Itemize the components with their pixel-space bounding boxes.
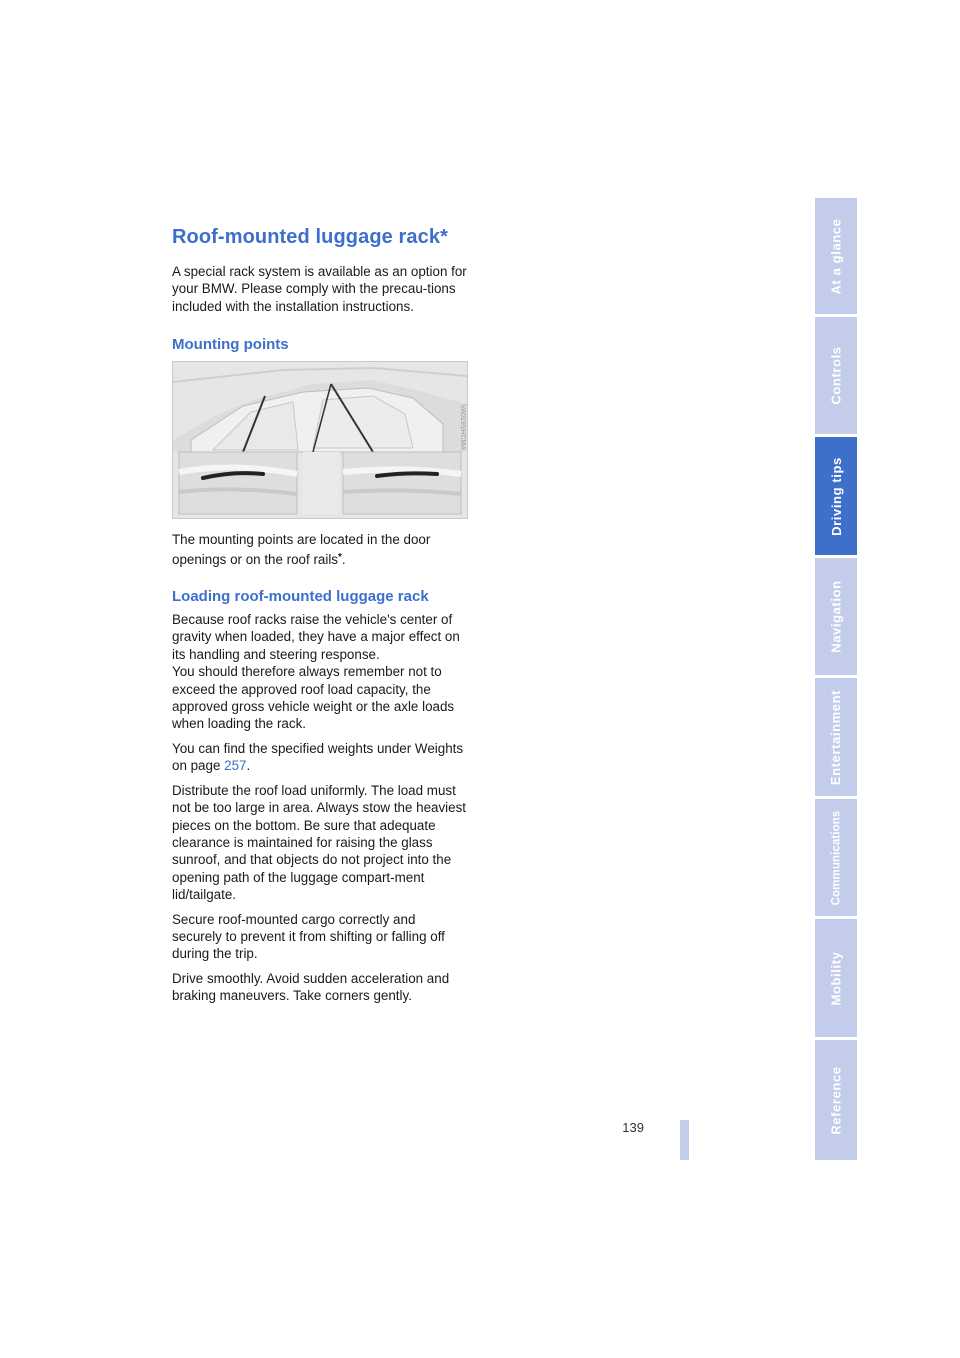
page-content [172,226,468,1005]
optional-equipment-star: * [440,226,448,248]
tab-communications[interactable]: Communications [815,799,857,916]
tab-at-a-glance[interactable]: At a glance [815,198,857,314]
roof-mounting-points-drawing [173,362,467,518]
tab-navigation[interactable]: Navigation [815,558,857,675]
figure-code: VA019SHCMA [459,404,466,451]
loading-instructions [172,611,468,1005]
page-link-257[interactable]: 257 [224,758,247,774]
mounting-points-illustration [172,361,468,519]
tab-reference[interactable]: Reference [815,1040,857,1160]
page-number-bar [680,1120,689,1160]
tab-mobility[interactable]: Mobility [815,919,857,1037]
paragraph: You should therefore always remember not to exceed the approved roof load capacity, the approved gross vehicle weight or the axle loads when loading the rack. [172,664,455,732]
chapter-tabs [815,198,857,1160]
intro-paragraph: A special rack system is available as an option for your BMW. Please comply with the precau-tions included with the installation instructions. [172,264,467,314]
heading-loading-rack: Loading roof-mounted luggage rack [172,588,429,606]
heading-mounting-points: Mounting points [172,336,289,354]
paragraph: Drive smoothly. Avoid sudden acceleration and braking maneuvers. Take corners gently. [172,970,450,1004]
mounting-points-text: The mounting points are located in the door openings or on the roof rails*. [172,532,431,567]
paragraph: Secure roof-mounted cargo correctly and securely to prevent it from shifting or falling off during the trip. [172,911,445,962]
optional-equipment-star: * [338,551,342,563]
tab-controls[interactable]: Controls [815,317,857,434]
tab-driving-tips[interactable]: Driving tips [815,437,857,555]
paragraph: Distribute the roof load uniformly. The load must not be too large in area. Always stow the heaviest pieces on the bottom. Be sure that adequate clearance is maintained for raising the glass sunroof, and that objects do not project into the opening path of the luggage compart-ment lid/tailgate. [172,782,467,903]
paragraph: Because roof racks raise the vehicle's center of gravity when loaded, they have a major effect on its handling and steering response. [172,612,460,662]
page-number: 139 [622,1120,644,1135]
page-title: Roof-mounted luggage rack* [172,226,448,248]
paragraph: You can find the specified weights under Weights on page 257. [172,740,464,774]
tab-entertainment[interactable]: Entertainment [815,678,857,796]
